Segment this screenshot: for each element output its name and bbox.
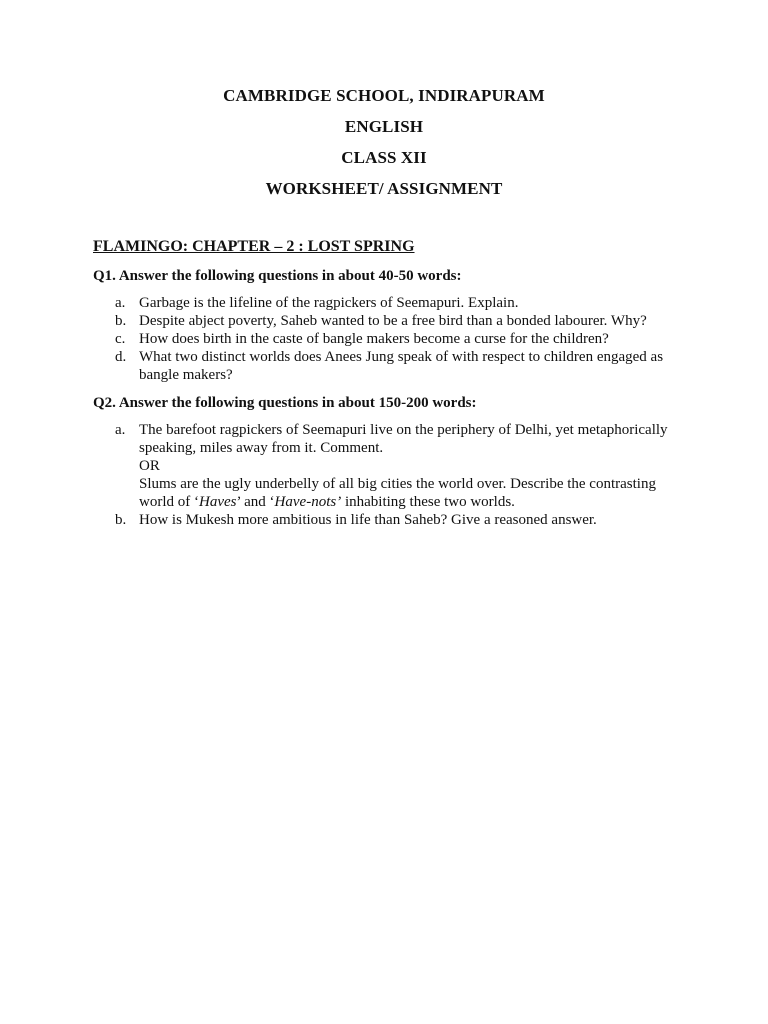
q1-list — [93, 294, 693, 384]
document-header — [0, 86, 768, 210]
list-marker: d. — [115, 349, 127, 365]
or-separator: OR — [139, 458, 160, 474]
list-item-text: How is Mukesh more ambitious in life than Saheb? Give a reasoned answer. — [139, 512, 597, 528]
list-marker: b. — [115, 512, 127, 528]
list-marker: a. — [115, 422, 126, 438]
alt-prompt-mid: ’ and ‘ — [236, 494, 275, 510]
list-marker: c. — [115, 331, 126, 347]
list-marker: a. — [115, 295, 126, 311]
list-item — [93, 312, 693, 330]
list-item-text: Garbage is the lifeline of the ragpickers of Seemapuri. Explain. — [139, 295, 519, 311]
have-nots-term: Have-nots’ — [274, 494, 342, 510]
list-item-text: What two distinct worlds does Anees Jung speak of with respect to children engaged as bangle makers? — [139, 349, 664, 383]
list-item — [93, 421, 693, 511]
q2a-first-prompt: The barefoot ragpickers of Seemapuri live on the periphery of Delhi, yet metaphorically speaking, miles away from it. Comment. — [139, 422, 668, 456]
alt-prompt-start: Slums are the ugly underbelly of all big cities the world over. Describe the contrasting world of ‘ — [139, 476, 656, 510]
q2-list — [93, 421, 693, 529]
list-marker: b. — [115, 313, 127, 329]
subject-name: ENGLISH — [344, 117, 424, 136]
worksheet-content — [93, 237, 693, 529]
list-item — [93, 330, 693, 348]
alt-prompt-end: inhabiting these two worlds. — [341, 494, 515, 510]
chapter-title: FLAMINGO: CHAPTER – 2 : LOST SPRING — [93, 238, 415, 255]
q2a-alternate-prompt — [139, 475, 693, 511]
school-name: CAMBRIDGE SCHOOL, INDIRAPURAM — [223, 86, 545, 105]
q1-heading: Q1. Answer the following questions in about 40-50 words: — [93, 268, 462, 284]
list-item-text: How does birth in the caste of bangle makers become a curse for the children? — [139, 331, 609, 347]
document-type: WORKSHEET/ ASSIGNMENT — [265, 179, 503, 198]
list-item — [93, 294, 693, 312]
list-item — [93, 348, 693, 384]
list-item — [93, 511, 693, 529]
q2-heading: Q2. Answer the following questions in about 150-200 words: — [93, 395, 477, 411]
list-item-text: Despite abject poverty, Saheb wanted to be a free bird than a bonded labourer. Why? — [139, 313, 647, 329]
class-name: CLASS XII — [341, 148, 427, 167]
haves-term: Haves — [199, 494, 237, 510]
